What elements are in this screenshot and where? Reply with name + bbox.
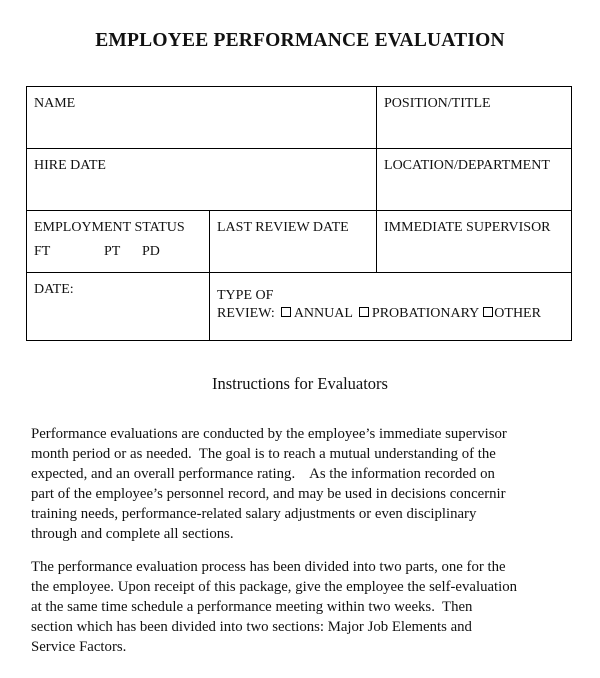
status-pd[interactable]: PD — [142, 244, 160, 259]
status-pt[interactable]: PT — [104, 244, 121, 259]
hire-date-label: HIRE DATE — [34, 158, 106, 173]
review-type-options — [217, 305, 564, 323]
instructions-paragraph-2 — [31, 557, 579, 657]
paragraph-line: training needs, performance-related salary adjustments or even disciplinary — [31, 506, 477, 522]
position-label: POSITION/TITLE — [384, 96, 491, 111]
review-type-field — [210, 273, 572, 341]
other-checkbox[interactable] — [483, 307, 493, 317]
last-review-label: LAST REVIEW DATE — [217, 220, 349, 235]
paragraph-line: month period or as needed. The goal is to reach a mutual understanding of the — [31, 446, 496, 462]
probationary-option-label: PROBATIONARY — [371, 306, 480, 321]
position-field[interactable] — [377, 87, 572, 149]
paragraph-line: The performance evaluation process has been divided into two parts, one for the — [31, 559, 506, 575]
name-field[interactable] — [27, 87, 377, 149]
paragraph-line: Service Factors. — [31, 639, 127, 655]
annual-option-label: ANNUAL — [293, 306, 353, 321]
status-options — [34, 243, 202, 261]
paragraph-line: Performance evaluations are conducted by the employee’s immediate supervisor — [31, 426, 507, 442]
hire-date-field[interactable] — [27, 149, 377, 211]
last-review-date-field[interactable] — [210, 211, 377, 273]
status-ft[interactable]: FT — [34, 244, 51, 259]
type-of-label: TYPE OF — [217, 288, 274, 303]
probationary-checkbox[interactable] — [359, 307, 369, 317]
other-option-label: OTHER — [494, 306, 541, 321]
paragraph-line: part of the employee’s personnel record, and may be used in decisions concernir — [31, 486, 506, 502]
paragraph-line: section which has been divided into two sections: Major Job Elements and — [31, 619, 472, 635]
name-label: NAME — [34, 96, 76, 111]
date-field[interactable] — [27, 273, 210, 341]
supervisor-label: IMMEDIATE SUPERVISOR — [384, 220, 551, 235]
annual-checkbox[interactable] — [281, 307, 291, 317]
supervisor-field[interactable] — [377, 211, 572, 273]
paragraph-line: through and complete all sections. — [31, 526, 234, 542]
paragraph-line: the employee. Upon receipt of this package, give the employee the self-evaluation — [31, 579, 518, 595]
paragraph-line: at the same time schedule a performance meeting within two weeks. Then — [31, 599, 473, 615]
instructions-heading: Instructions for Evaluators — [212, 374, 388, 393]
employment-status-field[interactable] — [27, 211, 210, 273]
document-title: EMPLOYEE PERFORMANCE EVALUATION — [95, 30, 505, 51]
employment-status-label: EMPLOYMENT STATUS — [34, 220, 185, 235]
review-label: REVIEW: — [217, 306, 275, 321]
employee-info-form — [26, 86, 572, 341]
location-field[interactable] — [377, 149, 572, 211]
paragraph-line: expected, and an overall performance rating. As the information recorded on — [31, 466, 495, 482]
location-label: LOCATION/DEPARTMENT — [384, 158, 550, 173]
date-label: DATE: — [34, 282, 74, 297]
instructions-paragraph-1 — [31, 424, 579, 544]
